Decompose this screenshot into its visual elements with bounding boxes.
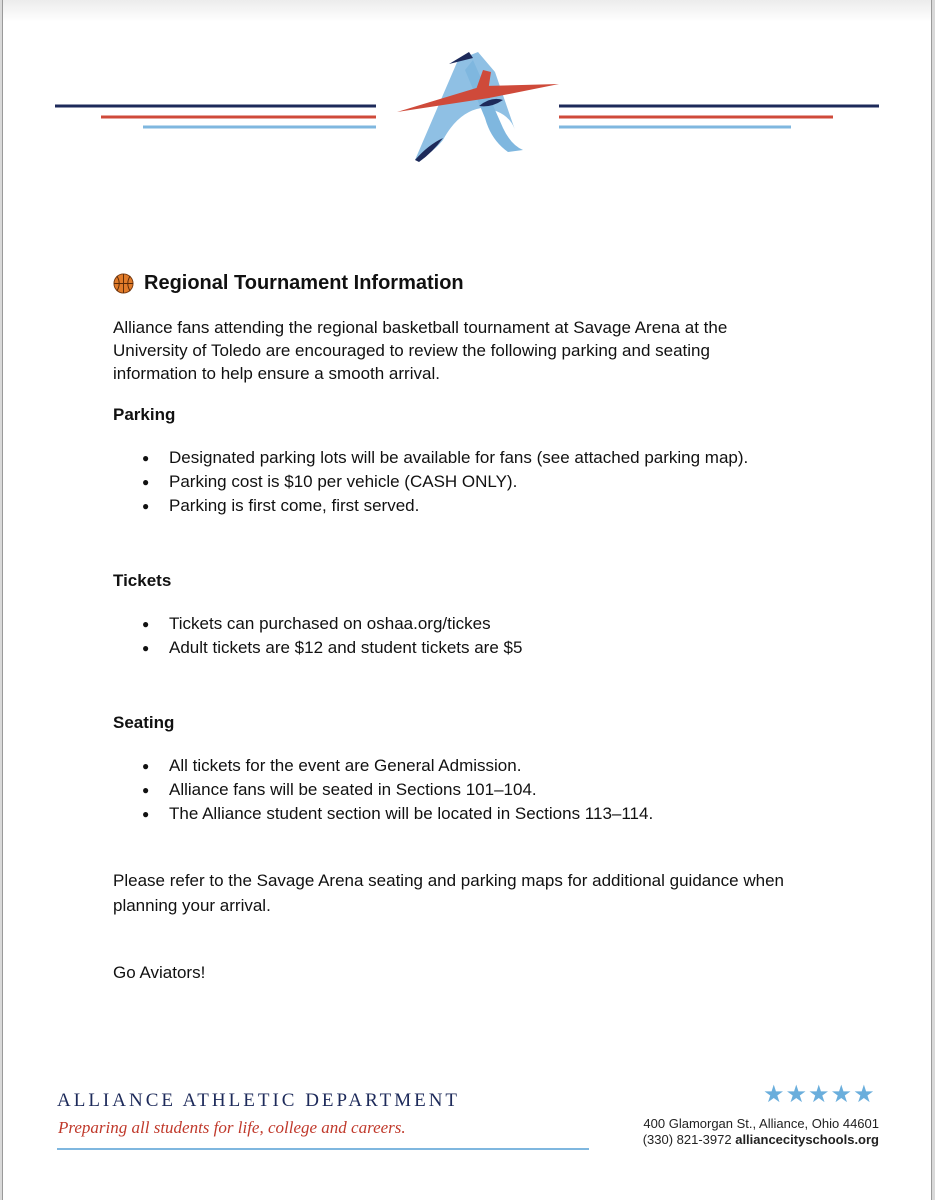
- footer-divider: [57, 1148, 589, 1150]
- parking-list: [113, 446, 813, 518]
- bullet: ●: [142, 617, 150, 631]
- list-item: ● Adult tickets are $12 and student tickets are $5: [113, 636, 813, 660]
- website-link[interactable]: alliancecityschools.org: [735, 1132, 879, 1147]
- bullet: ●: [142, 807, 150, 821]
- closing-paragraph: Please refer to the Savage Arena seating and parking maps for additional guidance when planning your arrival.: [113, 871, 785, 915]
- list-item: ● All tickets for the event are General Admission.: [113, 754, 813, 778]
- document-page: [2, 0, 932, 1200]
- motto: Preparing all students for life, college and careers.: [58, 1118, 406, 1137]
- list-item: ● Alliance fans will be seated in Sections 101–104.: [113, 778, 813, 802]
- basketball-icon: [113, 273, 134, 294]
- list-item: ● Designated parking lots will be available for fans (see attached parking map).: [113, 446, 813, 470]
- parking-heading: Parking: [113, 405, 176, 424]
- list-item: ● Tickets can purchased on oshaa.org/tickes: [113, 612, 813, 636]
- bullet: ●: [142, 641, 150, 655]
- list-item: ● Parking cost is $10 per vehicle (CASH ONLY).: [113, 470, 813, 494]
- tickets-list: [113, 612, 813, 660]
- signoff: Go Aviators!: [113, 963, 206, 982]
- list-item: ● Parking is first come, first served.: [113, 494, 813, 518]
- title-row: [113, 266, 813, 300]
- bullet: ●: [142, 783, 150, 797]
- letterhead-footer: [3, 1070, 933, 1170]
- seating-heading: Seating: [113, 713, 175, 732]
- bullet: ●: [142, 451, 150, 465]
- bullet: ●: [142, 475, 150, 489]
- seating-list: [113, 754, 813, 826]
- phone: (330) 821-3972: [642, 1132, 732, 1147]
- page-title: Regional Tournament Information: [144, 271, 464, 294]
- address: 400 Glamorgan St., Alliance, Ohio 44601: [643, 1116, 879, 1131]
- contact-line: [643, 1132, 879, 1147]
- list-item: ● The Alliance student section will be located in Sections 113–114.: [113, 802, 813, 826]
- bullet: ●: [142, 499, 150, 513]
- tickets-heading: Tickets: [113, 571, 172, 590]
- department-name: ALLIANCE ATHLETIC DEPARTMENT: [57, 1090, 461, 1111]
- bullet: ●: [142, 759, 150, 773]
- alliance-a-plane-logo: [3, 0, 933, 180]
- document-body: [113, 266, 813, 985]
- intro-paragraph: Alliance fans attending the regional basketball tournament at Savage Arena at the University of Toledo are encouraged to review the following parking and seating information to help ensure a smooth arrival.: [113, 318, 728, 383]
- stars-icon: ★★★★★: [763, 1081, 876, 1108]
